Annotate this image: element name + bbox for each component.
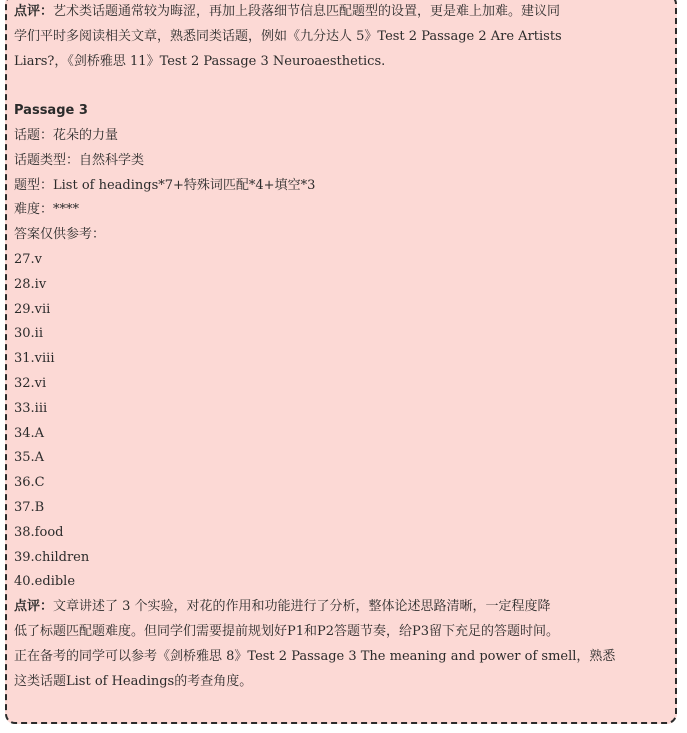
passage-title: Passage 3 (14, 103, 88, 119)
final-comment-line-1 (14, 595, 669, 620)
final-comment-line-4: 这类话题List of Headings的考查角度。 (14, 673, 253, 689)
intro-comment-line-1 (14, 0, 669, 25)
intro-comment-line-3: Liars?，《剑桥雅思 11》Test 2 Passage 3 Neuroaesthetics. (14, 53, 386, 69)
final-comment-text-1: 文章讲述了 3 个实验，对花的作用和功能进行了分析，整体论述思路清晰，一定程度降 (53, 599, 551, 615)
passage-question-types: 题型：List of headings*7+特殊词匹配*4+填空*3 (14, 177, 316, 193)
final-comment-line-3: 正在备考的同学可以参考《剑桥雅思 8》Test 2 Passage 3 The meaning and power of smell，熟悉 (14, 648, 616, 664)
answer-item: 34.A (14, 425, 45, 441)
intro-comment-label: 点评： (14, 4, 54, 19)
answer-item: 40.edible (14, 574, 76, 590)
answer-item: 30.ii (14, 326, 43, 342)
answer-item: 32.vi (14, 375, 47, 391)
answer-list (14, 248, 669, 595)
blank-line (14, 74, 669, 99)
answer-item: 27.v (14, 251, 43, 267)
answer-item: 39.children (14, 549, 90, 565)
passage-difficulty: 难度：**** (14, 202, 80, 218)
answer-item: 36.C (14, 475, 45, 491)
answer-item: 33.iii (14, 400, 48, 416)
answer-item: 38.food (14, 524, 64, 540)
answer-item: 31.viii (14, 351, 55, 367)
passage-topic: 话题：花朵的力量 (14, 127, 119, 143)
answer-item: 28.iv (14, 276, 47, 292)
final-comment-label: 点评： (14, 599, 54, 615)
article-content (14, 0, 669, 694)
intro-comment-text-1: 艺术类话题通常较为晦涩，再加上段落细节信息匹配题型的设置，更是难上加难。建议同 (53, 4, 561, 19)
answer-item: 29.vii (14, 301, 51, 317)
answers-note: 答案仅供参考： (14, 227, 106, 243)
answer-item: 35.A (14, 450, 45, 466)
intro-comment-line-2: 学们平时多阅读相关文章，熟悉同类话题，例如《九分达人 5》Test 2 Passage 2 Are Artists (14, 28, 562, 44)
passage-topic-type: 话题类型：自然科学类 (14, 152, 145, 168)
final-comment-line-2: 低了标题匹配题难度。但同学们需要提前规划好P1和P2答题节奏，给P3留下充足的答题时间。 (14, 623, 560, 639)
answer-item: 37.B (14, 499, 45, 515)
